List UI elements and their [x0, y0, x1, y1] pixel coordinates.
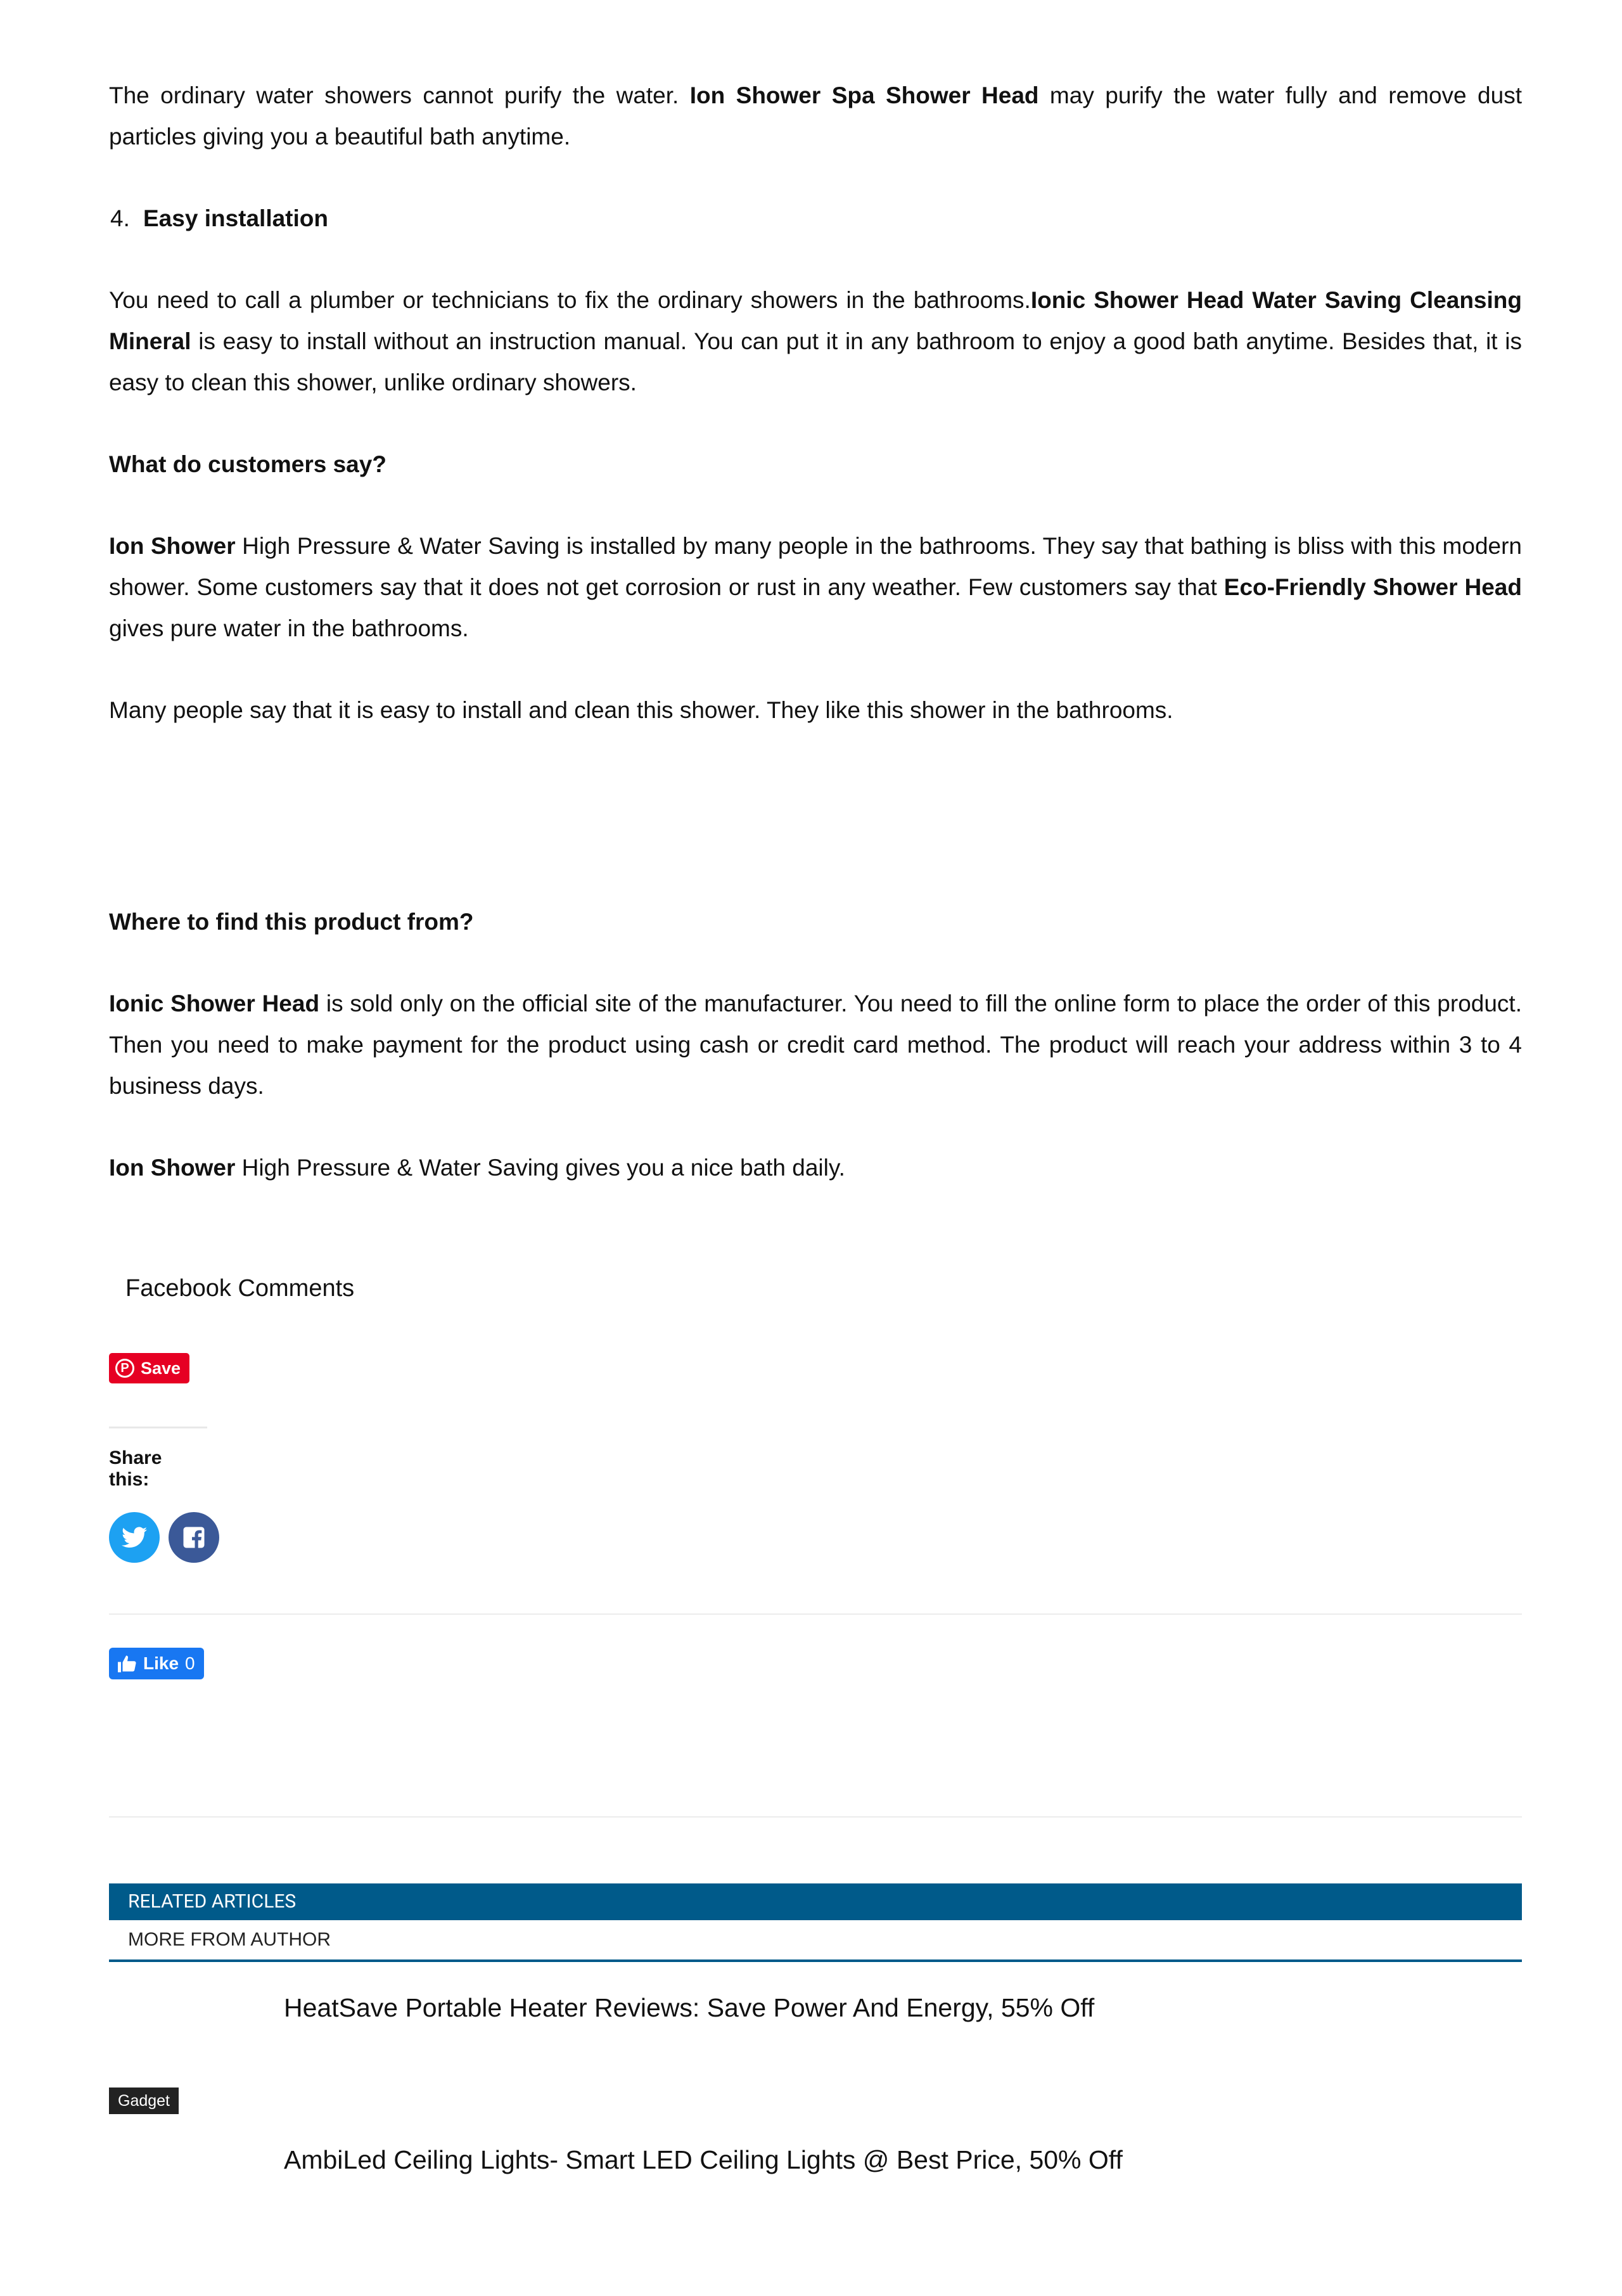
- related-article-list: [109, 1962, 1522, 2197]
- twitter-share-button[interactable]: [109, 1512, 160, 1563]
- facebook-icon: [182, 1526, 205, 1549]
- related-articles-block: [109, 1883, 1522, 2197]
- related-article-title[interactable]: AmbiLed Ceiling Lights- Smart LED Ceiling Lights @ Best Price, 50% Off: [284, 2145, 1123, 2174]
- divider: [109, 1427, 207, 1428]
- list-label: Easy installation: [143, 205, 328, 231]
- article-body: [109, 75, 1522, 2197]
- pinterest-save-button[interactable]: [109, 1353, 189, 1383]
- product-name: Ion Shower Spa Shower Head: [689, 82, 1039, 108]
- paragraph-install: [109, 279, 1522, 403]
- paragraph-purify: [109, 75, 1522, 157]
- spacer: [109, 771, 1522, 901]
- divider: [109, 1816, 1522, 1818]
- save-label: Save: [141, 1358, 181, 1378]
- text: High Pressure & Water Saving is installed by many people in the bathrooms. They say that bathing is bliss with this modern shower. Some customers say that it does not get corrosion or rust in any weather. Few customers say that: [109, 533, 1523, 600]
- text: gives pure water in the bathrooms.: [109, 615, 469, 641]
- text: may purify the water fully and remove dust particles giving you a beautiful bath anytime.: [109, 82, 1522, 150]
- heading-customers: What do customers say?: [109, 451, 386, 477]
- product-name: Ion Shower: [109, 1155, 236, 1181]
- like-label: Like: [143, 1653, 179, 1673]
- like-count: 0: [185, 1653, 195, 1673]
- twitter-icon: [122, 1527, 147, 1548]
- share-label: Share this:: [109, 1447, 162, 1490]
- tab-related-articles[interactable]: RELATED ARTICLES: [109, 1883, 1522, 1920]
- heading-where: Where to find this product from?: [109, 909, 474, 935]
- product-name: Eco-Friendly Shower Head: [1223, 574, 1522, 600]
- product-name: Ionic Shower Head Water Saving Cleansing Mineral: [109, 287, 1522, 354]
- text: is easy to install without an instruction manual. You can put it in any bathroom to enjoy a good bath anytime. Besides that, it is easy to clean this shower, unlike ordinary showers.: [109, 328, 1522, 395]
- paragraph-final: [109, 1147, 1522, 1188]
- paragraph-many: Many people say that it is easy to install and clean this shower. They like this shower in the bathrooms.: [109, 697, 1173, 723]
- text: High Pressure & Water Saving gives you a nice bath daily.: [235, 1155, 845, 1181]
- facebook-comments-label: Facebook Comments: [125, 1275, 355, 1302]
- list-item-easy-installation: [109, 198, 1522, 239]
- tab-more-from-author[interactable]: MORE FROM AUTHOR: [109, 1920, 1522, 1962]
- text: The ordinary water showers cannot purify the water.: [109, 82, 690, 108]
- thumbs-up-icon: [118, 1655, 137, 1672]
- share-buttons: [109, 1512, 1522, 1563]
- list-number: 4.: [110, 205, 130, 231]
- paragraph-where: [109, 983, 1522, 1106]
- category-badge[interactable]: Gadget: [109, 2088, 179, 2114]
- product-name: Ion Shower: [109, 533, 236, 559]
- pinterest-icon: P: [115, 1359, 134, 1378]
- facebook-like-button[interactable]: [109, 1648, 204, 1679]
- facebook-share-button[interactable]: [169, 1512, 219, 1563]
- text: You need to call a plumber or technicians to fix the ordinary showers in the bathrooms.: [109, 287, 1031, 313]
- divider: [109, 1613, 1522, 1615]
- product-name: Ionic Shower Head: [109, 991, 320, 1017]
- text: is sold only on the official site of the manufacturer. You need to fill the online form to place the order of this product. Then you need to make payment for the product using cash or credit card method. The product will reach your address within 3 to 4 business days.: [109, 991, 1522, 1099]
- related-article-title[interactable]: HeatSave Portable Heater Reviews: Save Power And Energy, 55% Off: [284, 1993, 1095, 2022]
- paragraph-customers: [109, 525, 1522, 649]
